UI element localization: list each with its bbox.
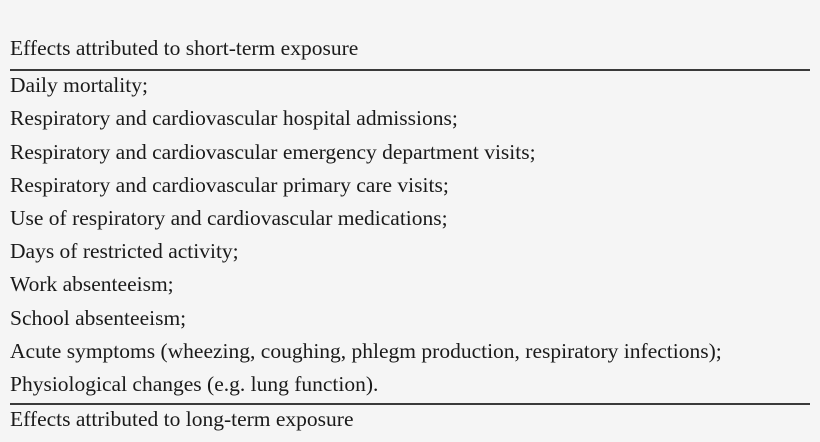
table-row: Daily mortality; (10, 73, 148, 97)
table-row: Use of respiratory and cardiovascular medications; (10, 206, 448, 230)
table-row: School absenteeism; (10, 306, 187, 330)
table-row: Respiratory and cardiovascular hospital admissions; (10, 106, 458, 130)
header-rule (10, 69, 810, 71)
section-header-short-term: Effects attributed to short-term exposure (10, 36, 359, 60)
table-row: Days of restricted activity; (10, 239, 239, 263)
section-header-long-term: Effects attributed to long-term exposure (10, 407, 354, 431)
table-row: Work absenteeism; (10, 272, 174, 296)
table-row: Respiratory and cardiovascular primary care visits; (10, 173, 449, 197)
table-row: Acute symptoms (wheezing, coughing, phlegm production, respiratory infections); (10, 339, 722, 363)
table-row: Respiratory and cardiovascular emergency department visits; (10, 140, 536, 164)
table-row: Physiological changes (e.g. lung function). (10, 372, 379, 396)
section-rule (10, 403, 810, 405)
